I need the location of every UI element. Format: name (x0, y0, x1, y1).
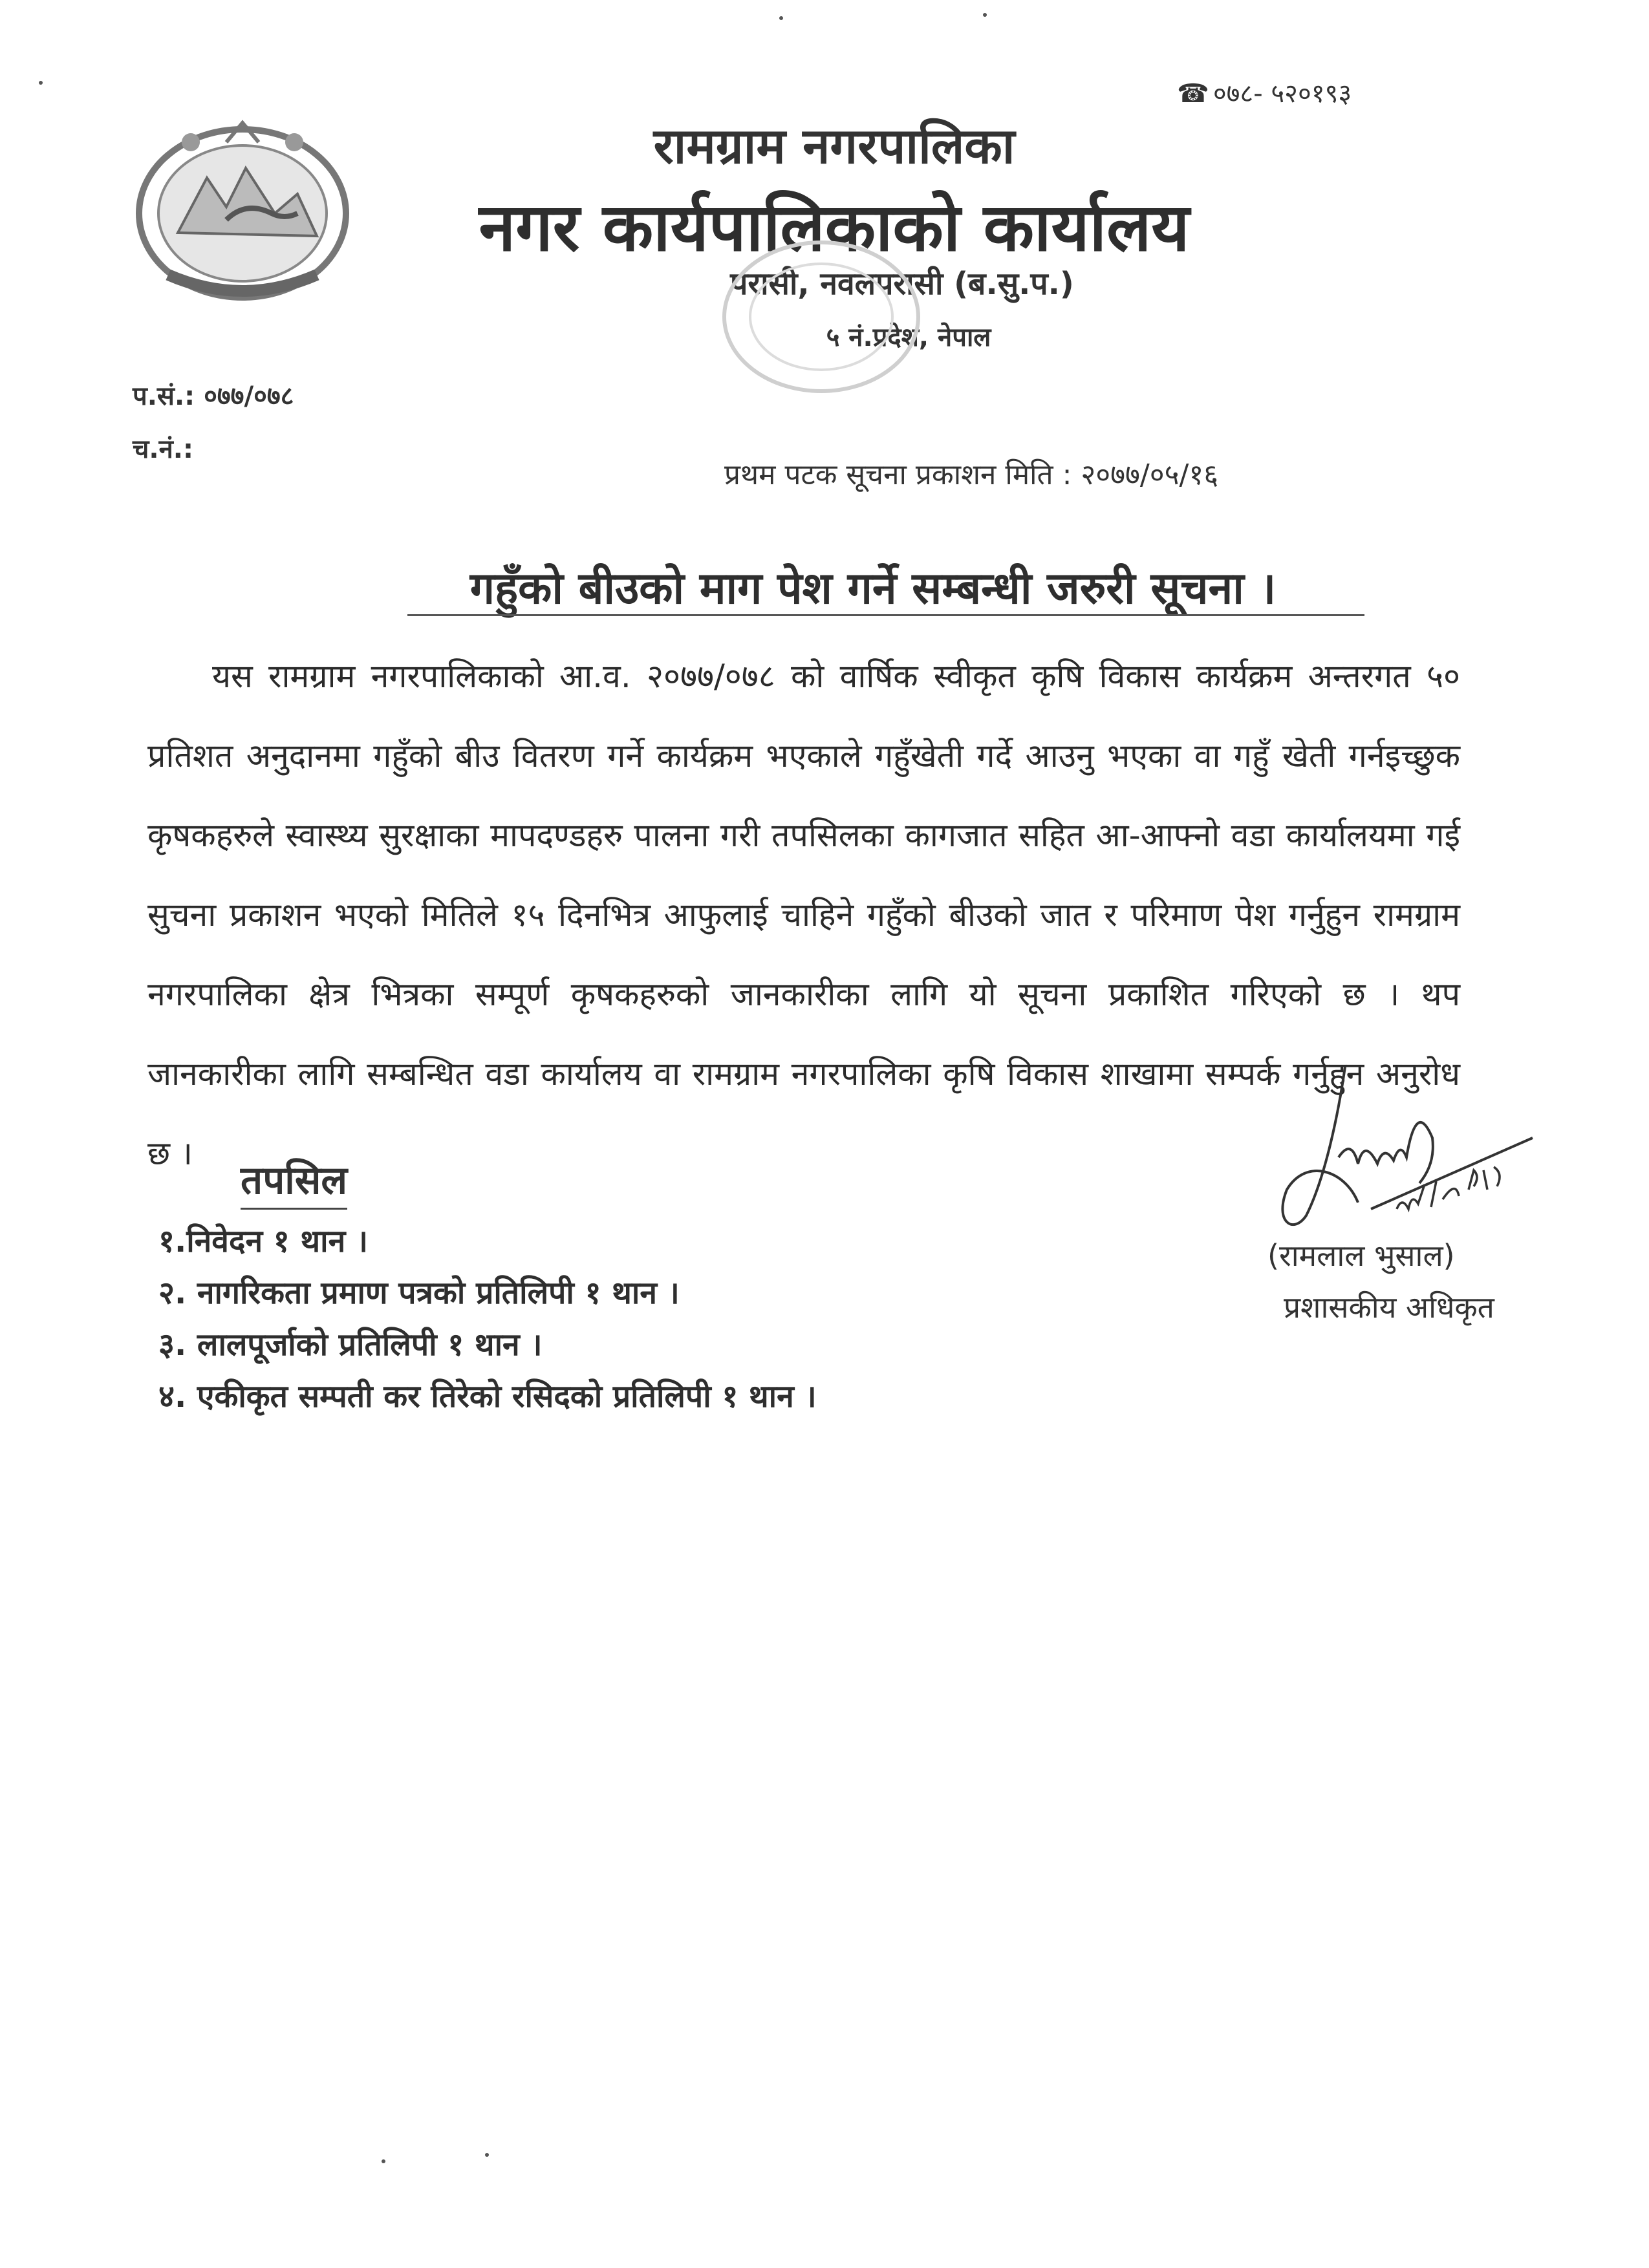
letter-number: प.सं.: ०७७/०७८ (133, 381, 294, 411)
annex-item: २. नागरिकता प्रमाण पत्रको प्रतिलिपी १ थान । (158, 1275, 680, 1311)
annex-list (158, 1215, 817, 1422)
notice-body: यस रामग्राम नगरपालिकाको आ.व. २०७७/०७८ को वार्षिक स्वीकृत कृषि विकास कार्यक्रम अन्तरगत ५० प्रतिशत अनुदानमा गहुँको बीउ वितरण गर्ने कार्यक्रम भएकाले गहुँखेती गर्दे आउनु भएका वा गहुँ खेती गर्नइच्छुक कृषकहरुले स्वास्थ्य सुरक्षाका मापदण्डहरु पालना गरी तपसिलका कागजात सहित आ-आफ्नो वडा कार्यालयमा गई सुचना प्रकाशन भएको मितिले १५ दिनभित्र आफुलाई चाहिने गहुँको बीउको जात र परिमाण पेश गर्नुहुन रामग्राम नगरपालिका क्षेत्र भित्रका सम्पूर्ण कृषकहरुको जानकारीका लागि यो सूचना प्रकाशित गरिएको छ । थप जानकारीका लागि सम्बन्धित वडा कार्यालय वा रामग्राम नगरपालिका कृषि विकास शाखामा सम्पर्क गर्नुहुन अनुरोध छ । (147, 658, 1460, 1172)
telephone-icon: ☎ (1177, 79, 1209, 109)
province-line: ५ नं.प्रदेश, नेपाल (826, 323, 991, 352)
dispatch-number: च.नं.: (133, 434, 193, 464)
scan-speck (382, 2159, 385, 2163)
office-stamp (718, 233, 925, 401)
handwritten-signature (1248, 1060, 1546, 1254)
municipality-name: रामग्राम नगरपालिका (653, 117, 1015, 175)
notice-subject: गहुँको बीउको माग पेश गर्ने सम्बन्धी जरुरी सूचना । (469, 563, 1277, 614)
phone-number (1177, 74, 1352, 110)
scan-speck (779, 16, 783, 20)
annex-item: १.निवेदन १ थान । (158, 1223, 369, 1259)
office-name: नगर कार्यपालिकाको कार्यालय (479, 189, 1190, 266)
scan-speck (983, 13, 987, 17)
scan-speck (485, 2153, 489, 2157)
subject-underline (407, 614, 1364, 616)
phone-number-text: ०७८- ५२०१९३ (1212, 79, 1352, 109)
annex-title: तपसिल (241, 1152, 347, 1210)
publish-date: प्रथम पटक सूचना प्रकाशन मिति : २०७७/०५/१६ (724, 458, 1219, 491)
signatory-title: प्रशासकीय अधिकृत (1284, 1290, 1494, 1325)
annex-item: ४. एकीकृत सम्पती कर तिरेको रसिदको प्रतिलिपी १ थान । (158, 1378, 817, 1415)
annex-item: ३. लालपूर्जाको प्रतिलिपी १ थान । (158, 1327, 543, 1363)
office-address: परासी, नवलपरासी (ब.सु.प.) (730, 266, 1074, 302)
scan-speck (39, 81, 43, 85)
signatory-name: (रामलाल भुसाल) (1267, 1238, 1455, 1273)
